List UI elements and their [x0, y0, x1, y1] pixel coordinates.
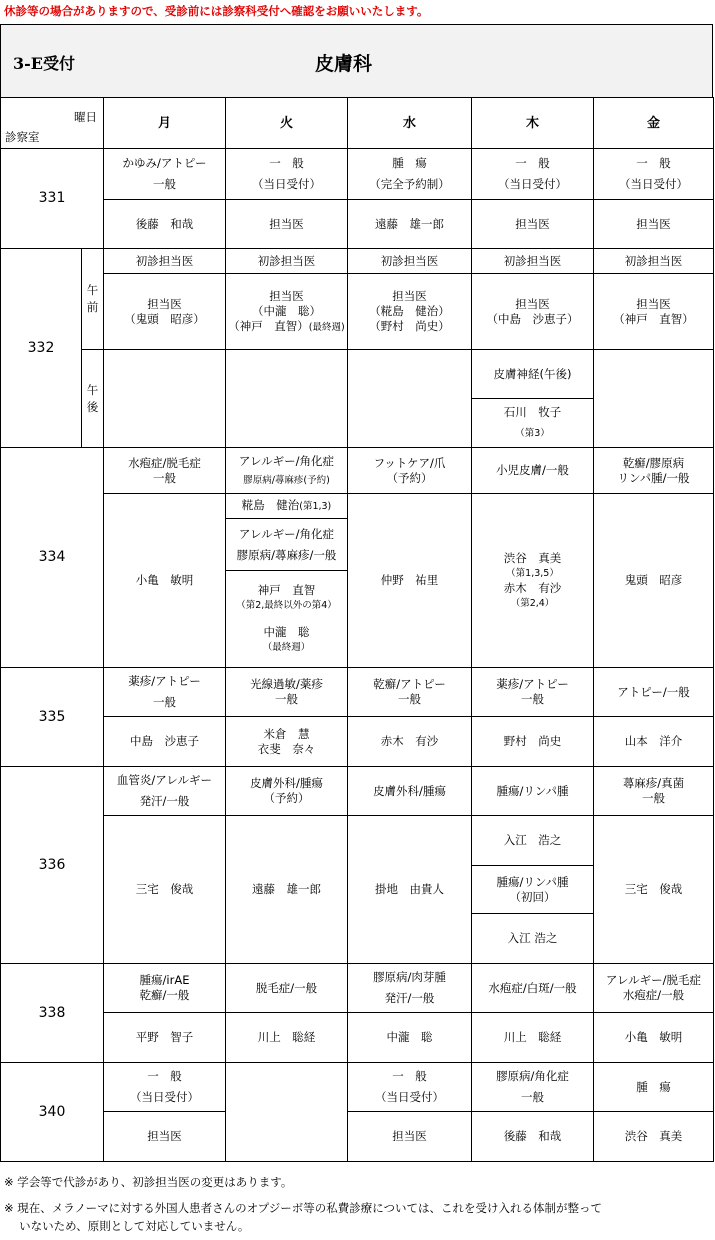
r336-thu-doctor-2: 入江 浩之 — [472, 914, 594, 964]
cell-line: 膠原病/肉芽腫 — [373, 970, 446, 984]
room-335-row-2 — [1, 717, 714, 767]
corner-cell — [1, 98, 104, 149]
r335-mon-doctor: 中島 沙恵子 — [104, 717, 226, 767]
cell-line: かゆみ/アトピー — [122, 156, 207, 170]
r338-tue-doctor: 川上 聡経 — [226, 1013, 348, 1063]
r338-thu-top: 水疱症/白斑/一般 — [472, 964, 594, 1013]
cell-line: （当日受付） — [619, 177, 688, 191]
r338-wed-doctor: 中瀧 聡 — [348, 1013, 472, 1063]
r331-mon-doctor: 後藤 和哉 — [104, 200, 226, 249]
cell-line: （予約） — [386, 470, 433, 485]
cell-text: （神戸 直智） — [228, 318, 309, 333]
room-336: 336 — [1, 767, 104, 964]
room-label: 診察室 — [5, 130, 40, 144]
room-334: 334 — [1, 448, 104, 668]
r338-tue-top: 脱毛症/一般 — [226, 964, 348, 1013]
cell-line: （当日受付） — [252, 177, 321, 191]
cell-line: 担当医 — [147, 296, 182, 311]
cell-line: フットケア/爪 — [373, 455, 446, 470]
r332-mon-am — [104, 274, 226, 350]
r332-tue-initial: 初診担当医 — [226, 249, 348, 274]
cell-line: アレルギー/脱毛症 — [605, 973, 702, 987]
r332-fri-pm — [594, 350, 714, 448]
cell-line: 一般 — [153, 695, 176, 709]
cell-line: （中島 沙恵子） — [486, 311, 579, 326]
cell-line: （第3） — [515, 428, 550, 439]
day-tue: 火 — [226, 98, 348, 149]
cell-line: 衣斐 奈々 — [257, 741, 316, 756]
cell-line: 担当医 — [515, 296, 550, 311]
cell-line: 神戸 直智 — [257, 583, 316, 597]
cell-line: 皮膚外科/腫瘍 — [250, 776, 323, 790]
room-332-row-3 — [1, 350, 714, 399]
cell-line: 一般 — [275, 692, 298, 706]
room-336-row-2 — [1, 816, 714, 866]
r331-fri-doctor: 担当医 — [594, 200, 714, 249]
r332-fri-am — [594, 274, 714, 350]
cell-line: 腫瘍/irAE — [139, 973, 190, 987]
r338-wed-top — [348, 964, 472, 1013]
cell-line: 担当医 — [269, 288, 304, 303]
r332-wed-am — [348, 274, 472, 350]
room-331-row-2 — [1, 200, 714, 249]
cell-line: 一 般 — [147, 1069, 182, 1083]
cell-line: （中瀧 聡） — [252, 303, 321, 318]
room-336-row-1 — [1, 767, 714, 816]
cell-line: 薬疹/アトピー — [496, 677, 569, 691]
schedule-table — [0, 97, 714, 1162]
room-340-row-1 — [1, 1063, 714, 1112]
cell-line: （最終週） — [262, 642, 311, 653]
r331-thu-top — [472, 149, 594, 200]
r334-mon-doctor: 小亀 敏明 — [104, 494, 226, 668]
r332-tue-am — [226, 274, 348, 350]
r331-wed-doctor: 遠藤 雄一郎 — [348, 200, 472, 249]
r338-mon-doctor: 平野 智子 — [104, 1013, 226, 1063]
r334-fri-top — [594, 448, 714, 494]
r336-mon-top — [104, 767, 226, 816]
cell-line: 乾癬/アトピー — [373, 677, 446, 691]
r332-thu-am — [472, 274, 594, 350]
cell-line: リンパ腫/一般 — [617, 470, 690, 485]
cell-line: 薬疹/アトピー — [128, 674, 201, 688]
cell-line: 腫 瘍 — [392, 156, 427, 170]
cell-line: 中瀧 聡 — [263, 625, 310, 639]
r338-mon-top — [104, 964, 226, 1013]
cell-line: アレルギー/角化症 — [238, 526, 335, 541]
cell-line: 担当医 — [636, 296, 671, 311]
cell-line: アレルギー/角化症 — [238, 453, 335, 468]
cell-line: 一 般 — [515, 156, 550, 170]
day-label: 曜日 — [74, 110, 97, 124]
cell-line: 渋谷 真美 — [503, 550, 562, 565]
r331-tue-doctor: 担当医 — [226, 200, 348, 249]
room-340: 340 — [1, 1063, 104, 1162]
cell-line: 腫瘍/リンパ腫 — [496, 874, 569, 889]
day-thu: 木 — [472, 98, 594, 149]
r332-thu-initial: 初診担当医 — [472, 249, 594, 274]
cell-line: 米倉 慧 — [263, 726, 310, 741]
r338-fri-doctor: 小亀 敏明 — [594, 1013, 714, 1063]
cell-line: 膠原病/蕁麻疹(予約) — [243, 474, 330, 486]
cell-text: 糀島 健治 — [241, 498, 300, 512]
cell-text: (第1,3) — [299, 501, 332, 512]
day-header-row — [1, 98, 714, 149]
footnote-2: ※ 現在、メラノーマに対する外国人患者さんのオプジーボ等の私費診療については、これを受け入れる体制が整って — [4, 1201, 603, 1215]
room-335: 335 — [1, 668, 104, 767]
r332-wed-initial: 初診担当医 — [348, 249, 472, 274]
room-332-row-1 — [1, 249, 714, 274]
cell-line: 水疱症/脱毛症 — [128, 455, 201, 470]
cell-line: （糀島 健治） — [369, 304, 450, 318]
cell-line: 一般 — [521, 692, 544, 706]
r336-wed-top: 皮膚外科/腫瘍 — [348, 767, 472, 816]
r340-fri-doctor: 渋谷 真美 — [594, 1112, 714, 1162]
r336-thu-doctor-1: 入江 浩之 — [472, 816, 594, 866]
cell-line: （当日受付） — [375, 1090, 444, 1104]
day-wed: 水 — [348, 98, 472, 149]
cell-line: （第1,3,5） — [506, 567, 559, 579]
cell-line: 一般 — [153, 177, 176, 191]
r336-fri-top — [594, 767, 714, 816]
cell-line: 一般 — [642, 791, 665, 805]
cell-line: 一 般 — [269, 156, 304, 170]
footnote-3: いないため、原則として対応していません。 — [4, 1219, 250, 1233]
cell-line: 赤木 有沙 — [503, 580, 562, 595]
r334-mon-top — [104, 448, 226, 494]
r334-thu-top: 小児皮膚/一般 — [472, 448, 594, 494]
r334-wed-top — [348, 448, 472, 494]
cell-line: 膠原病/角化症 — [496, 1069, 569, 1083]
r331-wed-top — [348, 149, 472, 200]
r335-wed-top — [348, 668, 472, 717]
room-335-row-1 — [1, 668, 714, 717]
r336-wed-doctor: 掛地 由貴人 — [348, 816, 472, 964]
r335-thu-doctor: 野村 尚史 — [472, 717, 594, 767]
room-334-row-2 — [1, 494, 714, 519]
am-label — [82, 249, 104, 350]
r335-wed-doctor: 赤木 有沙 — [348, 717, 472, 767]
r334-tue-mid — [226, 494, 348, 519]
r338-thu-doctor: 川上 聡経 — [472, 1013, 594, 1063]
r332-thu-pm-doctor — [472, 399, 594, 448]
r336-thu-sub — [472, 866, 594, 914]
r335-fri-top: アトピー/一般 — [594, 668, 714, 717]
r340-mon-top — [104, 1063, 226, 1112]
cell-line: 血管炎/アレルギー — [116, 773, 213, 787]
r340-tue-empty — [226, 1063, 348, 1162]
r340-fri-top: 腫 瘍 — [594, 1063, 714, 1112]
r335-mon-top — [104, 668, 226, 717]
r336-fri-doctor: 三宅 俊哉 — [594, 816, 714, 964]
room-331: 331 — [1, 149, 104, 249]
cell-line: 光線過敏/薬疹 — [250, 677, 323, 691]
r334-wed-doctor: 仲野 祐里 — [348, 494, 472, 668]
cell-line: 一般 — [153, 470, 176, 485]
day-fri: 金 — [594, 98, 714, 149]
r331-fri-top — [594, 149, 714, 200]
cell-line: 発汗/一般 — [384, 991, 435, 1005]
r331-tue-top — [226, 149, 348, 200]
r335-fri-doctor: 山本 洋介 — [594, 717, 714, 767]
r336-tue-doctor: 遠藤 雄一郎 — [226, 816, 348, 964]
cell-line: （神戸 直智） — [613, 311, 694, 326]
reception-label: 3-E受付 — [13, 54, 75, 73]
footnote-1: ※ 学会等で代診があり、初診担当医の変更はあります。 — [4, 1175, 293, 1189]
cell-line: 一 般 — [392, 1069, 427, 1083]
r332-thu-pm-top: 皮膚神経(午後) — [472, 350, 594, 399]
room-340-row-2 — [1, 1112, 714, 1162]
r332-mon-initial: 初診担当医 — [104, 249, 226, 274]
room-338-row-1 — [1, 964, 714, 1013]
day-mon: 月 — [104, 98, 226, 149]
cell-line: 蕁麻疹/真菌 — [622, 776, 685, 790]
cell-line: （完全予約制） — [369, 177, 450, 191]
cell-line: （当日受付） — [130, 1090, 199, 1104]
r335-tue-doctor — [226, 717, 348, 767]
r334-tue-top — [226, 448, 348, 494]
department-title: 皮膚科 — [315, 53, 373, 75]
room-332-row-2 — [1, 274, 714, 350]
r331-thu-doctor: 担当医 — [472, 200, 594, 249]
r340-thu-top — [472, 1063, 594, 1112]
r332-fri-initial: 初診担当医 — [594, 249, 714, 274]
cell-line: 石川 牧子 — [503, 405, 562, 419]
cell-line: 担当医 — [392, 289, 427, 303]
cell-line: （初回） — [509, 889, 556, 904]
r338-fri-top — [594, 964, 714, 1013]
r340-wed-top — [348, 1063, 472, 1112]
cell-line: 一般 — [398, 692, 421, 706]
room-332: 332 — [1, 249, 82, 448]
cell-line: 膠原病/蕁麻疹/一般 — [236, 547, 337, 562]
notice-text: 休診等の場合がありますので、受診前には診察科受付へ確認をお願いいたします。 — [4, 4, 429, 18]
cell-line: 水疱症/一般 — [622, 988, 685, 1002]
r335-thu-top — [472, 668, 594, 717]
cell-line: （野村 尚史） — [369, 319, 450, 333]
cell-line — [226, 319, 347, 335]
r331-mon-top — [104, 149, 226, 200]
r334-tue-doctors — [226, 571, 348, 668]
cell-line: 乾癬/膠原病 — [622, 455, 685, 470]
cell-line: （鬼頭 昭彦） — [124, 311, 205, 326]
room-338: 338 — [1, 964, 104, 1063]
r334-thu-doctor — [472, 494, 594, 668]
room-338-row-2 — [1, 1013, 714, 1063]
am-text: 午前 — [86, 283, 99, 314]
r336-mon-doctor: 三宅 俊哉 — [104, 816, 226, 964]
pm-text: 午後 — [86, 382, 99, 414]
r335-tue-top — [226, 668, 348, 717]
r336-thu-top: 腫瘍/リンパ腫 — [472, 767, 594, 816]
room-334-row-1 — [1, 448, 714, 494]
r334-fri-doctor: 鬼頭 昭彦 — [594, 494, 714, 668]
cell-line: 一般 — [521, 1090, 544, 1104]
header-bar — [0, 24, 713, 98]
r334-tue-sub — [226, 519, 348, 571]
r340-mon-doctor: 担当医 — [104, 1112, 226, 1162]
r340-wed-doctor: 担当医 — [348, 1112, 472, 1162]
r332-wed-pm — [348, 350, 472, 448]
r332-tue-pm — [226, 350, 348, 448]
cell-line: 乾癬/一般 — [139, 988, 190, 1002]
r340-thu-doctor: 後藤 和哉 — [472, 1112, 594, 1162]
room-331-row-1 — [1, 149, 714, 200]
cell-line: （当日受付） — [498, 177, 567, 191]
r332-mon-pm — [104, 350, 226, 448]
cell-line: （第2,最終以外の第4） — [236, 600, 337, 611]
cell-text: (最終週) — [308, 321, 345, 333]
cell-line: 発汗/一般 — [139, 794, 190, 808]
cell-line: （予約） — [263, 791, 310, 805]
cell-line: 一 般 — [636, 156, 671, 170]
r336-tue-top — [226, 767, 348, 816]
cell-line: （第2,4） — [510, 597, 555, 609]
pm-label — [82, 350, 104, 448]
